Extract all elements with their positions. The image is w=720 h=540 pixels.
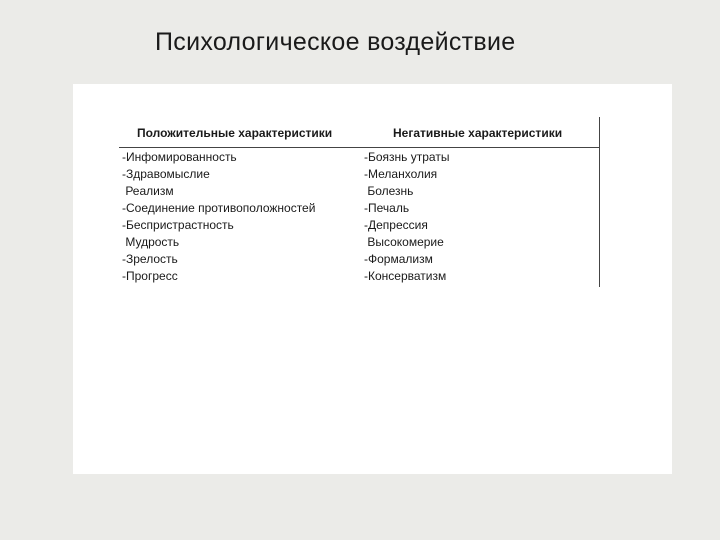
negative-header: Негативные характеристики [393, 126, 563, 140]
positive-item: -Соединение противоположностей [122, 201, 316, 215]
positive-item: -Зрелость [122, 252, 178, 266]
positive-header: Положительные характеристики [137, 126, 333, 140]
positive-item: Мудрость [122, 235, 180, 249]
positive-item: -Беспристрастность [122, 218, 234, 232]
table-header [119, 117, 599, 148]
negative-item: Болезнь [364, 184, 414, 198]
negative-item: -Формализм [364, 252, 433, 266]
negative-item: -Консерватизм [364, 269, 447, 283]
negative-item: -Меланхолия [364, 167, 438, 181]
negative-item: -Печаль [364, 201, 410, 215]
positive-item: -Здравомыслие [122, 167, 210, 181]
negative-item: -Боязнь утраты [364, 150, 450, 164]
negative-item: Высокомерие [364, 235, 444, 249]
slide-title: Психологическое воздействие [155, 28, 516, 56]
negative-item: -Депрессия [364, 218, 428, 232]
characteristics-table [119, 117, 600, 287]
positive-item: Реализм [122, 184, 174, 198]
negative-column [364, 149, 449, 285]
positive-item: -Инфомированность [122, 150, 237, 164]
positive-item: -Прогресс [122, 269, 178, 283]
content-panel [73, 84, 672, 474]
positive-column [122, 149, 315, 285]
